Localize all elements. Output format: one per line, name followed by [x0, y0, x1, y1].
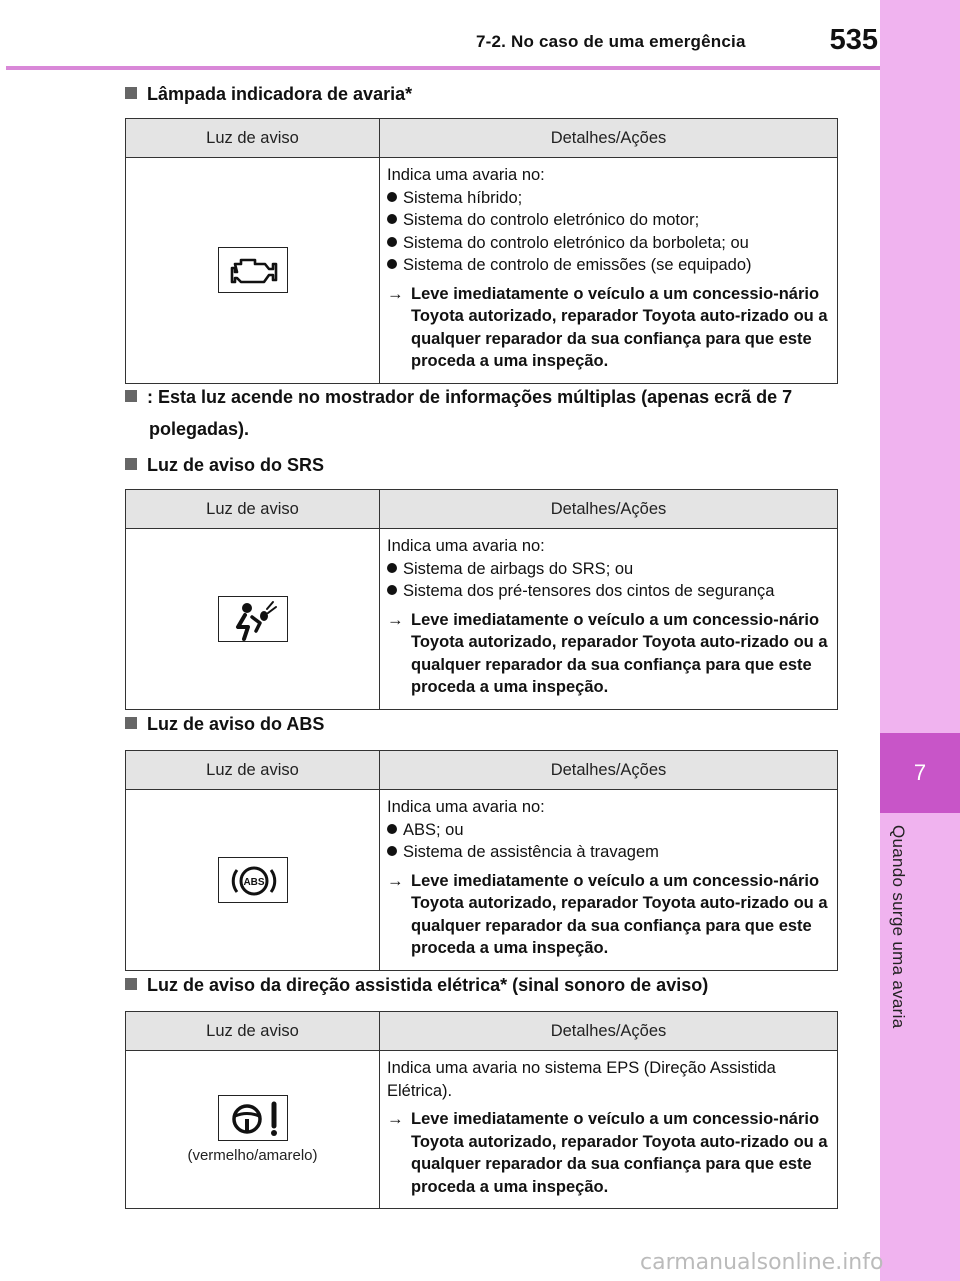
chapter-label: Quando surge uma avaria	[889, 825, 908, 1029]
icon-cell	[126, 790, 380, 971]
list-item: Sistema do controlo eletrónico da borboleta; ou	[387, 232, 829, 255]
section-heading-eps: Luz de aviso da direção assistida elétrica* (sinal sonoro de aviso)	[125, 969, 845, 1001]
section-heading-srs: Luz de aviso do SRS	[125, 449, 845, 481]
action-text: → Leve imediatamente o veículo a um concessio-nário Toyota autorizado, reparador Toyota auto-rizado ou a qualquer reparador da sua confiança para que este proceda a uma inspeção.	[387, 871, 828, 957]
srs-table	[125, 489, 838, 710]
square-bullet-icon	[125, 717, 137, 729]
list-item: Sistema de controlo de emissões (se equipado)	[387, 254, 829, 277]
col-header-details: Detalhes/Ações	[380, 751, 838, 790]
watermark: carmanualsonline.info	[640, 1250, 884, 1275]
col-header-light: Luz de aviso	[126, 490, 380, 529]
action-text: → Leve imediatamente o veículo a um concessio-nário Toyota autorizado, reparador Toyota auto-rizado ou a qualquer reparador da sua confiança para que este proceda a uma inspeção.	[387, 1110, 828, 1196]
abs-table	[125, 750, 838, 971]
malfunction-table	[125, 118, 838, 384]
airbag-icon	[218, 596, 288, 642]
action-text: → Leve imediatamente o veículo a um concessio-nário Toyota autorizado, reparador Toyota auto-rizado ou a qualquer reparador da sua confiança para que este proceda a uma inspeção.	[387, 610, 828, 696]
icon-cell	[126, 529, 380, 710]
list-item: Sistema de airbags do SRS; ou	[387, 558, 829, 581]
note-text: : Esta luz acende no mostrador de informações múltiplas (apenas ecrã de 7 polegadas).	[125, 381, 869, 445]
header-rule	[6, 66, 880, 70]
abs-icon-text: ABS	[242, 876, 265, 888]
square-bullet-icon	[125, 978, 137, 990]
col-header-light: Luz de aviso	[126, 119, 380, 158]
icon-cell	[126, 1051, 380, 1209]
details-cell: Indica uma avaria no: Sistema de airbags do SRS; ou Sistema dos pré-tensores dos cintos de segurança → Leve imediatamente o veículo a um concessio-nário Toyota autorizado, reparador Toyota auto-rizado ou a qualquer reparador da sua confiança para que este proceda a uma inspeção.	[380, 529, 838, 710]
col-header-light: Luz de aviso	[126, 751, 380, 790]
chapter-number: 7	[880, 733, 960, 813]
square-bullet-icon	[125, 458, 137, 470]
side-tab-label	[880, 813, 960, 1281]
icon-cell	[126, 158, 380, 384]
col-header-details: Detalhes/Ações	[380, 490, 838, 529]
check-engine-icon	[218, 247, 288, 293]
col-header-details: Detalhes/Ações	[380, 1012, 838, 1051]
section-heading-abs: Luz de aviso do ABS	[125, 708, 845, 740]
col-header-light: Luz de aviso	[126, 1012, 380, 1051]
square-bullet-icon	[125, 87, 137, 99]
list-item: ABS; ou	[387, 819, 829, 842]
section-heading-malfunction: Lâmpada indicadora de avaria*	[125, 78, 845, 110]
details-cell: Indica uma avaria no sistema EPS (Direção Assistida Elétrica). → Leve imediatamente o veículo a um concessio-nário Toyota autorizado, reparador Toyota auto-rizado ou a qualquer reparador da sua confiança para que este proceda a uma inspeção.	[380, 1051, 838, 1209]
icon-caption: (vermelho/amarelo)	[187, 1147, 318, 1164]
list-item: Sistema de assistência à travagem	[387, 841, 829, 864]
list-item: Sistema dos pré-tensores dos cintos de segurança	[387, 580, 829, 603]
side-tab-top	[880, 0, 960, 733]
page-number: 535	[829, 24, 878, 56]
details-cell: Indica uma avaria no: Sistema híbrido; Sistema do controlo eletrónico do motor; Sistema do controlo eletrónico da borboleta; ou Sistema de controlo de emissões (se equipado) → Leve imediatamente o veículo a um concessio-nário Toyota autorizado, reparador Toyota auto-rizado ou a qualquer reparador da sua confiança para que este proceda a uma inspeção.	[380, 158, 838, 384]
eps-table	[125, 1011, 838, 1209]
details-cell: Indica uma avaria no: ABS; ou Sistema de assistência à travagem → Leve imediatamente o veículo a um concessio-nário Toyota autorizado, reparador Toyota auto-rizado ou a qualquer reparador da sua confiança para que este proceda a uma inspeção.	[380, 790, 838, 971]
square-bullet-icon	[125, 390, 137, 402]
col-header-details: Detalhes/Ações	[380, 119, 838, 158]
action-text: → Leve imediatamente o veículo a um concessio-nário Toyota autorizado, reparador Toyota auto-rizado ou a qualquer reparador da sua confiança para que este proceda a uma inspeção.	[387, 284, 828, 370]
header-title: 7-2. No caso de uma emergência	[476, 32, 746, 51]
abs-icon	[218, 857, 288, 903]
list-item: Sistema híbrido;	[387, 187, 829, 210]
list-item: Sistema do controlo eletrónico do motor;	[387, 209, 829, 232]
steering-warning-icon	[218, 1095, 288, 1141]
